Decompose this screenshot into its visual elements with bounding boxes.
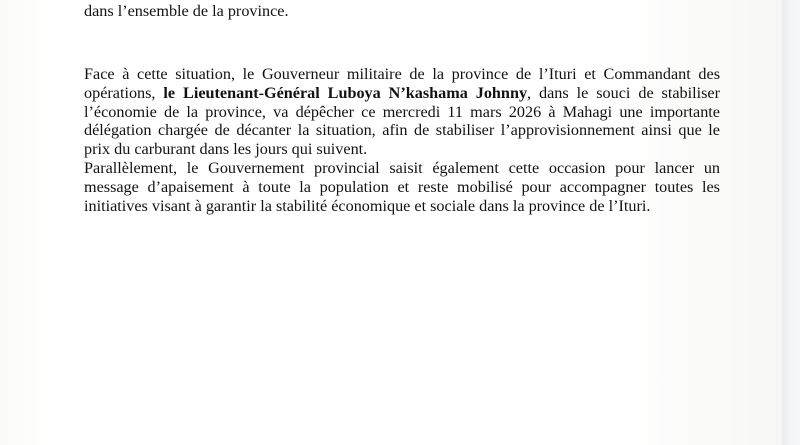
paragraph-text-end: , dans le souci de stabiliser l’économie de la province, va dépêcher ce mercredi 11 mars 2026 à Mahagi une importante délégation chargée de décanter la situation, afin de stabiliser l’approvisionnement ainsi que le prix du carburant dans les jours qui suivent. <box>84 83 721 159</box>
page-edge <box>782 0 800 445</box>
paragraph-text-start: Face à cette situation, le Gouverneur militaire de la province de l’Ituri et Commandant des opérations, <box>84 65 720 102</box>
paragraph-text: Parallèlement, le Gouvernement provincial saisit également cette occasion pour lancer un message d’apaisement à toute la population et reste mobilisé pour accompagner toutes les initiatives visant à garantir la stabilité économique et sociale dans la province de l’Ituri. <box>84 159 720 215</box>
paragraph-governor-decision <box>84 65 720 159</box>
paragraph-appeasement-message <box>84 159 720 215</box>
governor-name-bold: le Lieutenant-Général Luboya N’kashama Johnny <box>163 83 528 102</box>
paragraph-continuation <box>84 2 720 21</box>
paragraph-text: dans l’ensemble de la province. <box>84 2 289 20</box>
